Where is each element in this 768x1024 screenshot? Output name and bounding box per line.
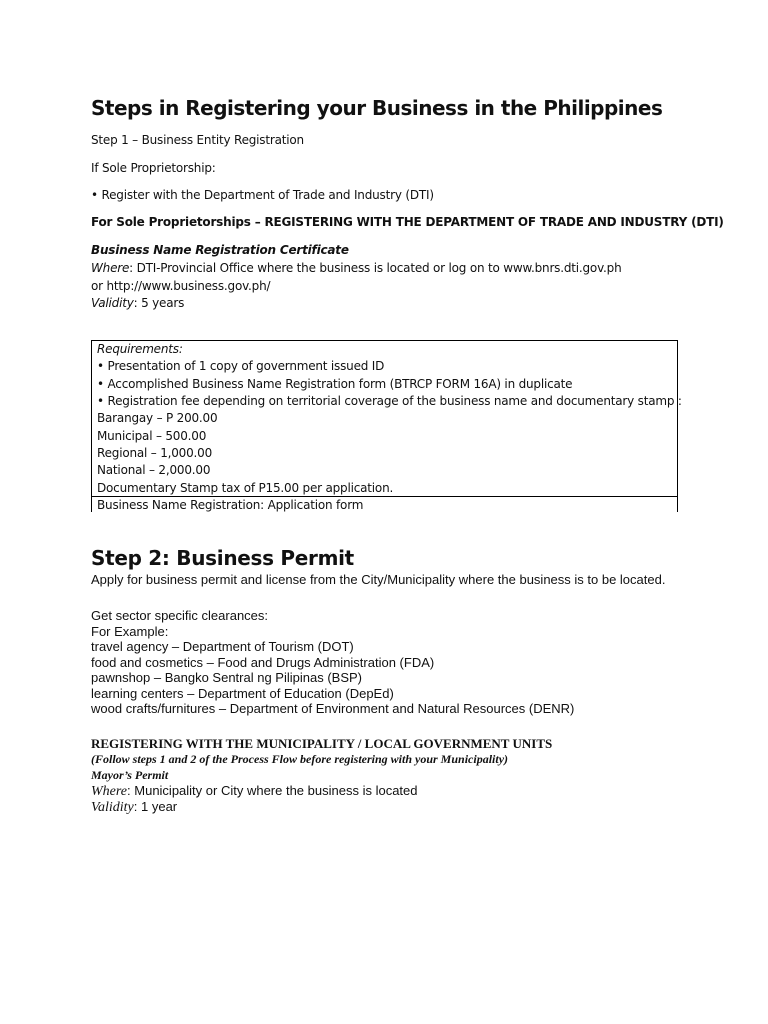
permit-where-text: : Municipality or City where the business is located: [127, 783, 418, 798]
mayors-permit-title: Mayor’s Permit: [91, 768, 169, 782]
for-example-label: For Example:: [91, 624, 169, 639]
fee-item: Regional – 1,000.00: [97, 446, 213, 460]
certificate-where-line2: or http://www.business.gov.ph/: [91, 279, 271, 293]
lgu-heading: REGISTERING WITH THE MUNICIPALITY / LOCAL GOVERNMENT UNITS: [91, 736, 553, 751]
where-text: : DTI-Provincial Office where the business is located or log on to www.bnrs.dti.gov.ph: [129, 261, 622, 275]
dti-bullet: • Register with the Department of Trade and Industry (DTI): [91, 188, 434, 202]
validity-label: Validity: [91, 296, 134, 310]
certificate-title: Business Name Registration Certificate: [91, 243, 349, 257]
fee-item: Municipal – 500.00: [97, 429, 207, 443]
step2-apply-text: Apply for business permit and license from the City/Municipality where the business is to be located.: [91, 572, 666, 587]
permit-where-label: Where: [91, 784, 128, 799]
permit-where: [91, 783, 418, 800]
lgu-note: (Follow steps 1 and 2 of the Process Flow before registering with your Municipality): [91, 752, 509, 766]
where-label: Where: [91, 261, 130, 275]
sole-proprietorships-heading: For Sole Proprietorships – REGISTERING WITH THE DEPARTMENT OF TRADE AND INDUSTRY (DTI): [91, 215, 724, 229]
step1-heading: Step 1 – Business Entity Registration: [91, 133, 304, 147]
step2-heading: Step 2: Business Permit: [91, 546, 354, 570]
page-title: Steps in Registering your Business in the Philippines: [91, 96, 663, 120]
application-form-row: Business Name Registration: Application form: [97, 498, 364, 512]
requirement-item: • Accomplished Business Name Registration form (BTRCP FORM 16A) in duplicate: [97, 377, 573, 391]
example-item: learning centers – Department of Education (DepEd): [91, 686, 394, 701]
fee-item: National – 2,000.00: [97, 463, 211, 477]
validity-text: : 5 years: [133, 296, 185, 310]
certificate-where: [91, 261, 621, 275]
requirements-divider: [91, 496, 678, 497]
fee-item: Documentary Stamp tax of P15.00 per application.: [97, 481, 394, 495]
example-item: pawnshop – Bangko Sentral ng Pilipinas (BSP): [91, 670, 362, 685]
fee-item: Barangay – P 200.00: [97, 411, 218, 425]
requirements-label: Requirements:: [97, 342, 183, 356]
sector-clearances-label: Get sector specific clearances:: [91, 608, 269, 623]
example-item: wood crafts/furnitures – Department of Environment and Natural Resources (DENR): [91, 701, 575, 716]
permit-validity-text: : 1 year: [133, 799, 178, 814]
requirement-item: • Presentation of 1 copy of government issued ID: [97, 359, 385, 373]
example-item: food and cosmetics – Food and Drugs Administration (FDA): [91, 655, 435, 670]
requirement-item: • Registration fee depending on territorial coverage of the business name and documentary stamp :: [97, 394, 682, 408]
example-item: travel agency – Department of Tourism (DOT): [91, 639, 354, 654]
certificate-validity: [91, 296, 184, 310]
permit-validity: [91, 799, 177, 816]
sole-proprietorship-label: If Sole Proprietorship:: [91, 161, 216, 175]
permit-validity-label: Validity: [91, 800, 134, 815]
